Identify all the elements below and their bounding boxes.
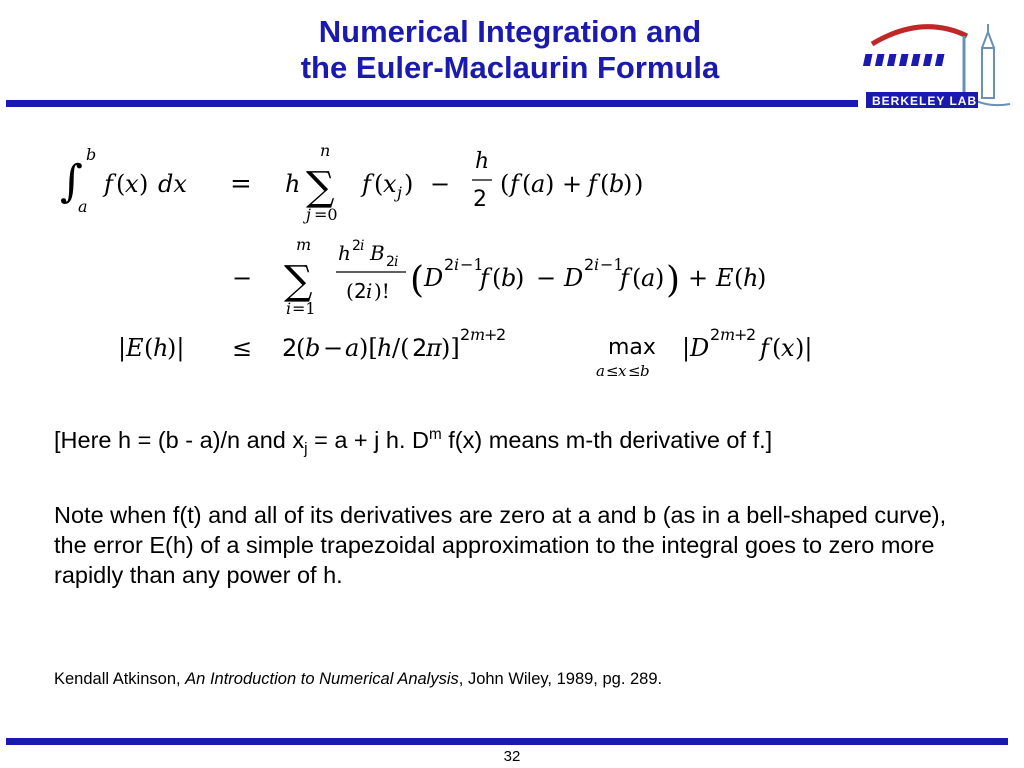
svg-text:f: f bbox=[588, 170, 597, 198]
svg-text:b: b bbox=[609, 170, 625, 198]
svg-text:n: n bbox=[320, 141, 331, 160]
svg-text:2: 2 bbox=[460, 325, 471, 344]
svg-text:max: max bbox=[608, 335, 656, 360]
svg-text:h: h bbox=[153, 334, 169, 362]
svg-text:f: f bbox=[510, 170, 519, 198]
slide-title bbox=[230, 14, 790, 86]
svg-text:+: + bbox=[484, 325, 498, 344]
svg-text:∑: ∑ bbox=[306, 164, 335, 210]
svg-text:2: 2 bbox=[386, 254, 395, 270]
svg-text:=1: =1 bbox=[292, 299, 316, 318]
svg-text:≤: ≤ bbox=[232, 334, 253, 362]
svg-text:2: 2 bbox=[352, 238, 361, 254]
svg-text:2: 2 bbox=[746, 325, 757, 344]
svg-text:i: i bbox=[360, 238, 365, 254]
note1-suffix: f(x) means m-th derivative of f.] bbox=[441, 426, 773, 453]
svg-text:(: ( bbox=[772, 334, 782, 362]
svg-text:2: 2 bbox=[412, 334, 428, 362]
svg-text:2: 2 bbox=[354, 279, 367, 303]
svg-text:x: x bbox=[383, 170, 397, 198]
svg-text:): ) bbox=[623, 170, 633, 198]
svg-text:f: f bbox=[620, 264, 629, 292]
svg-text:|: | bbox=[118, 334, 127, 362]
title-line-1: Numerical Integration and bbox=[318, 14, 702, 49]
svg-text:dx: dx bbox=[158, 170, 187, 198]
svg-text:)[: )[ bbox=[359, 334, 378, 362]
svg-text:a: a bbox=[531, 170, 546, 198]
svg-text:(: ( bbox=[374, 170, 384, 198]
svg-text:E: E bbox=[126, 334, 144, 362]
svg-text:): ) bbox=[404, 170, 414, 198]
svg-text:x: x bbox=[781, 334, 795, 362]
svg-text:h: h bbox=[338, 241, 351, 265]
svg-text:h: h bbox=[377, 334, 393, 362]
svg-text:): ) bbox=[545, 170, 555, 198]
svg-text:i: i bbox=[366, 279, 373, 303]
svg-text:i: i bbox=[454, 255, 460, 274]
svg-text:−1: −1 bbox=[600, 255, 624, 274]
berkeley-lab-logo bbox=[862, 14, 1012, 110]
svg-text:2: 2 bbox=[444, 255, 455, 274]
svg-text:b: b bbox=[501, 264, 517, 292]
svg-text:/(: /( bbox=[392, 334, 410, 362]
reference-book-title: An Introduction to Numerical Analysis bbox=[185, 670, 459, 688]
svg-text:b: b bbox=[305, 334, 321, 362]
svg-text:): ) bbox=[666, 260, 681, 301]
svg-text:)!: )! bbox=[374, 279, 390, 303]
page-number: 32 bbox=[503, 748, 521, 765]
trapezoidal-error-note: Note when f(t) and all of its derivatives are zero at a and b (as in a bell-shaped curve), the error E(h) of a simple trapezoidal approximation to the integral goes to zero more rapidly than any power of h. bbox=[54, 502, 947, 588]
reference-author: Kendall Atkinson, bbox=[54, 670, 186, 688]
svg-text:2: 2 bbox=[496, 325, 507, 344]
svg-text:b: b bbox=[640, 362, 650, 380]
svg-text:(: ( bbox=[600, 170, 610, 198]
svg-text:2: 2 bbox=[710, 325, 721, 344]
footer-rule bbox=[6, 738, 1008, 745]
svg-text:2: 2 bbox=[584, 255, 595, 274]
svg-text:(: ( bbox=[632, 264, 642, 292]
svg-text:2: 2 bbox=[473, 187, 487, 212]
note1-superscript: m bbox=[429, 426, 442, 443]
svg-text:b: b bbox=[86, 145, 97, 164]
svg-text:h: h bbox=[285, 170, 301, 198]
svg-text:−: − bbox=[430, 170, 451, 198]
svg-text:(: ( bbox=[500, 170, 510, 198]
reference-citation bbox=[54, 668, 954, 690]
svg-text:(: ( bbox=[410, 260, 425, 301]
svg-text:): ) bbox=[655, 264, 665, 292]
svg-text:+: + bbox=[734, 325, 748, 344]
reference-details: , John Wiley, 1989, pg. 289. bbox=[458, 670, 663, 688]
note1-prefix: [Here h = (b - a)/n and x bbox=[54, 426, 305, 453]
svg-text:≤: ≤ bbox=[606, 362, 619, 380]
svg-text:x: x bbox=[618, 362, 627, 380]
svg-text:)]: )] bbox=[441, 334, 460, 362]
svg-text:a: a bbox=[641, 264, 656, 292]
svg-text:m: m bbox=[470, 325, 486, 344]
svg-text:(: ( bbox=[346, 279, 354, 303]
svg-text:j: j bbox=[306, 205, 311, 224]
svg-text:)|: )| bbox=[795, 334, 813, 362]
svg-text:f: f bbox=[104, 170, 113, 198]
svg-text:a: a bbox=[345, 334, 360, 362]
svg-text:B: B bbox=[370, 241, 385, 265]
title-line-2: the Euler-Maclaurin Formula bbox=[300, 50, 720, 85]
svg-text:a: a bbox=[596, 362, 605, 380]
svg-text:h: h bbox=[475, 149, 490, 174]
svg-text:−: − bbox=[536, 264, 557, 292]
svg-text:f: f bbox=[362, 170, 371, 198]
svg-text:≤: ≤ bbox=[628, 362, 641, 380]
svg-text:D: D bbox=[424, 264, 444, 292]
svg-text:m: m bbox=[296, 235, 312, 254]
svg-text:+: + bbox=[562, 170, 583, 198]
svg-text:(: ( bbox=[116, 170, 126, 198]
svg-text:=: = bbox=[230, 169, 252, 199]
note1-subscript: j bbox=[304, 440, 308, 458]
svg-text:|: | bbox=[682, 334, 691, 362]
svg-text:2: 2 bbox=[282, 334, 298, 362]
header-rule bbox=[6, 100, 858, 107]
integral-sign: ∫ bbox=[60, 156, 83, 207]
svg-text:(: ( bbox=[734, 264, 744, 292]
svg-text:): ) bbox=[757, 264, 767, 292]
svg-text:j: j bbox=[397, 183, 402, 202]
svg-text:): ) bbox=[139, 170, 149, 198]
svg-text:m: m bbox=[720, 325, 736, 344]
svg-text:D: D bbox=[564, 264, 584, 292]
svg-text:i: i bbox=[394, 254, 399, 270]
svg-text:x: x bbox=[125, 170, 139, 198]
svg-text:i: i bbox=[286, 299, 292, 318]
svg-text:−: − bbox=[232, 264, 253, 292]
svg-text:=0: =0 bbox=[314, 205, 338, 224]
svg-text:π: π bbox=[426, 334, 442, 362]
svg-text:(: ( bbox=[144, 334, 154, 362]
svg-text:h: h bbox=[743, 264, 759, 292]
svg-text:−: − bbox=[323, 334, 344, 362]
definitions-note bbox=[54, 420, 954, 465]
svg-text:D: D bbox=[690, 334, 710, 362]
svg-text:f: f bbox=[480, 264, 489, 292]
svg-text:f: f bbox=[760, 334, 769, 362]
svg-text:+: + bbox=[688, 264, 709, 292]
svg-text:): ) bbox=[634, 170, 644, 198]
note1-middle: = a + j h. D bbox=[307, 426, 430, 453]
svg-text:(: ( bbox=[296, 334, 306, 362]
svg-text:(: ( bbox=[492, 264, 502, 292]
svg-text:(: ( bbox=[522, 170, 532, 198]
svg-text:)|: )| bbox=[167, 334, 185, 362]
svg-text:): ) bbox=[515, 264, 525, 292]
euler-maclaurin-formula bbox=[60, 140, 960, 390]
svg-text:i: i bbox=[594, 255, 600, 274]
svg-text:a: a bbox=[78, 197, 88, 216]
svg-text:−1: −1 bbox=[460, 255, 484, 274]
svg-text:∑: ∑ bbox=[284, 258, 313, 304]
logo-text: BERKELEY LAB bbox=[872, 94, 978, 108]
svg-text:E: E bbox=[716, 264, 734, 292]
